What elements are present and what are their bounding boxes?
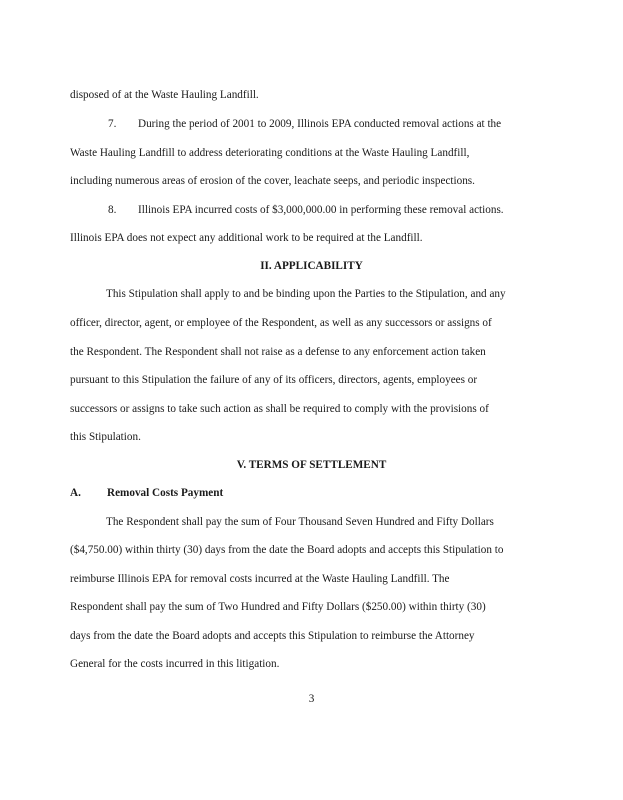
page-number: 3: [308, 693, 315, 705]
text-line: Illinois EPA incurred costs of $3,000,000.00 in performing these removal actions.: [138, 204, 504, 216]
paragraph-7-first-line: [70, 117, 560, 131]
subsection-letter: A.: [70, 487, 81, 499]
text-line: This Stipulation shall apply to and be binding upon the Parties to the Stipulation, and any: [106, 288, 506, 300]
text-line: days from the date the Board adopts and accepts this Stipulation to reimburse the Attorney: [70, 630, 475, 642]
paragraph-number: 8.: [108, 204, 117, 216]
subsection-title: Removal Costs Payment: [107, 487, 224, 499]
text-line: The Respondent shall pay the sum of Four Thousand Seven Hundred and Fifty Dollars: [106, 516, 494, 528]
text-line: ($4,750.00) within thirty (30) days from the date the Board adopts and accepts this Stipulation to: [70, 544, 504, 556]
text-line: General for the costs incurred in this litigation.: [70, 658, 280, 670]
text-line: pursuant to this Stipulation the failure of any of its officers, directors, agents, employees or: [70, 374, 478, 386]
text-line: reimburse Illinois EPA for removal costs incurred at the Waste Hauling Landfill. The: [70, 573, 450, 585]
text-line: Respondent shall pay the sum of Two Hundred and Fifty Dollars ($250.00) within thirty (30): [70, 601, 486, 613]
text-line: successors or assigns to take such action as shall be required to comply with the provisions of: [70, 403, 489, 415]
text-line: During the period of 2001 to 2009, Illinois EPA conducted removal actions at the: [138, 118, 502, 130]
text-line: Waste Hauling Landfill to address deteriorating conditions at the Waste Hauling Landfill,: [70, 147, 470, 159]
section-heading-applicability: II. APPLICABILITY: [260, 260, 363, 272]
text-line: the Respondent. The Respondent shall not raise as a defense to any enforcement action taken: [70, 346, 486, 358]
text-line: this Stipulation.: [70, 431, 141, 443]
text-line: officer, director, agent, or employee of the Respondent, as well as any successors or assigns of: [70, 317, 492, 329]
paragraph-8-first-line: [70, 203, 560, 217]
subsection-heading: [70, 486, 223, 500]
text-line: Illinois EPA does not expect any additional work to be required at the Landfill.: [70, 232, 423, 244]
paragraph-number: 7.: [108, 118, 117, 130]
text-line: disposed of at the Waste Hauling Landfill.: [70, 89, 259, 101]
text-line: including numerous areas of erosion of the cover, leachate seeps, and periodic inspections.: [70, 175, 475, 187]
section-heading-terms: V. TERMS OF SETTLEMENT: [236, 459, 387, 471]
